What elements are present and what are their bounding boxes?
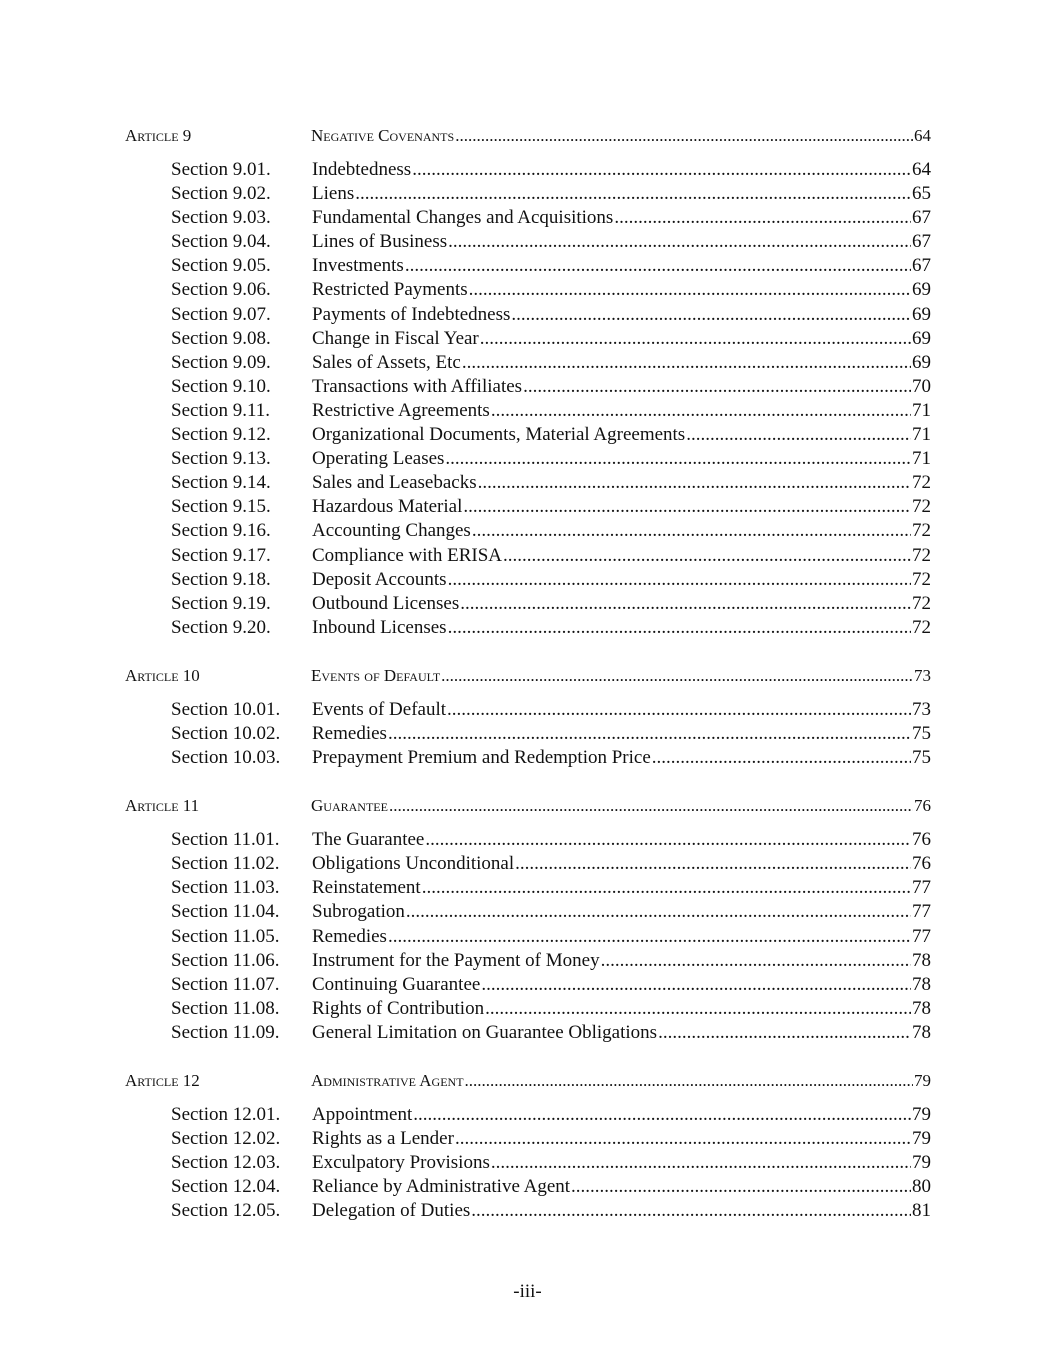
dot-leader	[413, 1103, 911, 1127]
dot-leader	[445, 447, 911, 471]
article-block	[125, 124, 931, 640]
section-page-number: 69	[912, 327, 931, 349]
section-number: Section 11.06.	[171, 949, 280, 971]
section-row	[125, 519, 931, 543]
section-title: Instrument for the Payment of Money	[312, 949, 600, 971]
section-row	[125, 206, 931, 230]
section-page-number: 71	[912, 448, 931, 470]
section-row	[125, 997, 931, 1021]
article-heading-row	[125, 1069, 931, 1093]
section-entry	[312, 828, 931, 852]
article-title: Guarantee	[311, 796, 388, 816]
dot-leader	[388, 925, 911, 949]
section-entry	[312, 447, 931, 471]
section-number: Section 9.19.	[171, 592, 271, 614]
section-number: Section 11.04.	[171, 901, 280, 923]
section-title: Remedies	[312, 722, 387, 744]
section-title: Investments	[312, 255, 404, 277]
article-block	[125, 664, 931, 770]
section-row	[125, 399, 931, 423]
dot-leader	[652, 746, 911, 770]
section-title: Fundamental Changes and Acquisitions	[312, 207, 614, 229]
section-page-number: 78	[912, 997, 931, 1019]
section-number: Section 12.05.	[171, 1200, 281, 1222]
section-row	[125, 495, 931, 519]
section-row	[125, 876, 931, 900]
dot-leader	[448, 616, 911, 640]
section-title: Rights of Contribution	[312, 997, 485, 1019]
section-number: Section 12.04.	[171, 1176, 281, 1198]
dot-leader	[455, 124, 913, 148]
section-row	[125, 544, 931, 568]
section-row	[125, 447, 931, 471]
dot-leader	[412, 158, 911, 182]
section-entry	[312, 1021, 931, 1045]
section-number: Section 9.07.	[171, 303, 271, 325]
section-row	[125, 375, 931, 399]
section-row	[125, 852, 931, 876]
dot-leader	[472, 519, 911, 543]
section-number: Section 12.03.	[171, 1152, 281, 1174]
section-number: Section 9.09.	[171, 351, 271, 373]
article-page-number: 79	[914, 1071, 931, 1090]
section-number: Section 9.13.	[171, 448, 271, 470]
section-page-number: 80	[912, 1176, 931, 1198]
dot-leader	[686, 423, 911, 447]
section-number: Section 11.01.	[171, 829, 280, 851]
dot-leader	[614, 206, 911, 230]
section-number: Section 9.01.	[171, 159, 271, 180]
dot-leader	[480, 327, 911, 351]
dot-leader	[503, 544, 911, 568]
section-entry	[312, 182, 931, 206]
section-entry	[312, 1175, 931, 1199]
section-title: Inbound Licenses	[312, 616, 447, 638]
section-title: Delegation of Duties	[312, 1200, 471, 1222]
section-title: Subrogation	[312, 901, 405, 923]
section-title: Change in Fiscal Year	[312, 327, 479, 349]
section-title: General Limitation on Guarantee Obligations	[312, 1021, 658, 1043]
section-page-number: 78	[912, 1021, 931, 1043]
section-row	[125, 828, 931, 852]
section-entry	[312, 327, 931, 351]
section-number: Section 11.07.	[171, 973, 280, 995]
section-title: Reinstatement	[312, 877, 421, 899]
section-row	[125, 1021, 931, 1045]
section-entry	[312, 876, 931, 900]
section-title: Outbound Licenses	[312, 592, 460, 614]
dot-leader	[455, 1127, 911, 1151]
article-block	[125, 794, 931, 1045]
article-heading-row	[125, 794, 931, 818]
table-of-contents	[125, 124, 931, 1247]
section-page-number: 79	[912, 1128, 931, 1150]
section-entry	[312, 997, 931, 1021]
dot-leader	[422, 876, 911, 900]
dot-leader	[448, 568, 911, 592]
dot-leader	[523, 375, 911, 399]
section-page-number: 65	[912, 183, 931, 205]
section-title: Exculpatory Provisions	[312, 1152, 490, 1174]
section-page-number: 77	[912, 925, 931, 947]
section-entry	[312, 254, 931, 278]
section-number: Section 9.03.	[171, 207, 271, 229]
section-page-number: 72	[912, 568, 931, 590]
dot-leader	[462, 351, 911, 375]
section-row	[125, 973, 931, 997]
section-row	[125, 351, 931, 375]
section-entry	[312, 351, 931, 375]
dot-leader	[511, 303, 911, 327]
section-number: Section 10.02.	[171, 722, 281, 744]
section-page-number: 69	[912, 351, 931, 373]
section-title: Continuing Guarantee	[312, 973, 481, 995]
section-title: Compliance with ERISA	[312, 544, 502, 566]
section-entry	[312, 375, 931, 399]
section-page-number: 64	[912, 159, 931, 180]
section-page-number: 70	[912, 375, 931, 397]
section-page-number: 79	[912, 1152, 931, 1174]
section-row	[125, 230, 931, 254]
dot-leader	[425, 828, 911, 852]
article-block	[125, 1069, 931, 1223]
dot-leader	[355, 182, 911, 206]
section-row	[125, 158, 931, 182]
page-number-footer: -iii-	[513, 1281, 542, 1302]
section-number: Section 9.17.	[171, 544, 271, 566]
section-entry	[312, 423, 931, 447]
section-row	[125, 925, 931, 949]
section-title: Prepayment Premium and Redemption Price	[312, 747, 651, 769]
section-row	[125, 1103, 931, 1127]
section-page-number: 75	[912, 747, 931, 769]
section-title: Payments of Indebtedness	[312, 303, 511, 325]
section-entry	[312, 746, 931, 770]
section-row	[125, 900, 931, 924]
dot-leader	[481, 973, 911, 997]
section-title: Remedies	[312, 925, 387, 947]
dot-leader	[471, 1199, 911, 1223]
section-page-number: 71	[912, 399, 931, 421]
section-page-number: 67	[912, 207, 931, 229]
section-entry	[312, 544, 931, 568]
section-row	[125, 278, 931, 302]
dot-leader	[469, 278, 911, 302]
article-title: Administrative Agent	[311, 1071, 464, 1090]
section-title: Sales of Assets, Etc	[312, 351, 461, 373]
section-number: Section 11.09.	[171, 1021, 280, 1043]
section-title: Operating Leases	[312, 448, 445, 470]
section-page-number: 69	[912, 303, 931, 325]
article-number: Article 11	[125, 796, 200, 816]
section-number: Section 11.03.	[171, 877, 280, 899]
dot-leader	[389, 794, 913, 818]
section-number: Section 9.18.	[171, 568, 271, 590]
dot-leader	[406, 900, 911, 924]
article-title: Events of Default	[311, 665, 441, 685]
section-entry	[312, 698, 931, 722]
article-number: Article 10	[125, 665, 200, 685]
dot-leader	[478, 471, 911, 495]
section-title: Rights as a Lender	[312, 1128, 454, 1150]
section-page-number: 72	[912, 616, 931, 638]
section-row	[125, 1199, 931, 1223]
article-entry	[311, 1069, 931, 1093]
section-title: The Guarantee	[312, 829, 425, 851]
section-title: Restrictive Agreements	[312, 399, 490, 421]
section-number: Section 10.03.	[171, 747, 281, 769]
section-title: Obligations Unconditional	[312, 853, 515, 875]
section-row	[125, 327, 931, 351]
section-title: Hazardous Material	[312, 496, 463, 518]
section-entry	[312, 949, 931, 973]
section-number: Section 9.15.	[171, 496, 271, 518]
section-number: Section 9.08.	[171, 327, 271, 349]
dot-leader	[447, 698, 911, 722]
section-number: Section 11.05.	[171, 925, 280, 947]
dot-leader	[388, 722, 911, 746]
section-number: Section 9.14.	[171, 472, 271, 494]
dot-leader	[485, 997, 911, 1021]
section-title: Transactions with Affiliates	[312, 375, 523, 397]
section-page-number: 69	[912, 279, 931, 301]
article-page-number: 73	[914, 665, 931, 685]
section-entry	[312, 519, 931, 543]
section-page-number: 77	[912, 901, 931, 923]
section-entry	[312, 568, 931, 592]
section-entry	[312, 592, 931, 616]
section-entry	[312, 206, 931, 230]
section-title: Reliance by Administrative Agent	[312, 1176, 571, 1198]
dot-leader	[448, 230, 911, 254]
section-page-number: 67	[912, 231, 931, 253]
section-page-number: 78	[912, 949, 931, 971]
article-heading-row	[125, 124, 931, 148]
section-title: Restricted Payments	[312, 279, 468, 301]
article-page-number: 76	[914, 796, 931, 816]
section-page-number: 79	[912, 1104, 931, 1125]
section-page-number: 67	[912, 255, 931, 277]
section-number: Section 9.11.	[171, 399, 271, 421]
section-number: Section 9.06.	[171, 279, 271, 301]
article-entry	[311, 794, 931, 818]
section-row	[125, 471, 931, 495]
section-page-number: 73	[912, 698, 931, 720]
section-number: Section 12.02.	[171, 1128, 281, 1150]
section-title: Appointment	[312, 1104, 413, 1125]
section-row	[125, 1151, 931, 1175]
section-entry	[312, 900, 931, 924]
section-number: Section 9.16.	[171, 520, 271, 542]
section-entry	[312, 973, 931, 997]
dot-leader	[491, 1151, 911, 1175]
section-row	[125, 616, 931, 640]
article-entry	[311, 664, 931, 688]
dot-leader	[601, 949, 911, 973]
section-entry	[312, 278, 931, 302]
section-row	[125, 746, 931, 770]
section-page-number: 71	[912, 424, 931, 446]
section-number: Section 9.10.	[171, 375, 271, 397]
section-row	[125, 182, 931, 206]
section-page-number: 72	[912, 472, 931, 494]
section-row	[125, 722, 931, 746]
section-number: Section 9.02.	[171, 183, 271, 205]
dot-leader	[441, 664, 913, 688]
section-title: Events of Default	[312, 698, 447, 720]
section-number: Section 10.01.	[171, 698, 281, 720]
section-entry	[312, 399, 931, 423]
article-heading-row	[125, 664, 931, 688]
section-title: Sales and Leasebacks	[312, 472, 477, 494]
section-title: Indebtedness	[312, 159, 412, 180]
dot-leader	[405, 254, 911, 278]
section-page-number: 76	[912, 853, 931, 875]
article-number: Article 12	[125, 1071, 200, 1090]
section-page-number: 77	[912, 877, 931, 899]
dot-leader	[465, 1069, 913, 1093]
section-page-number: 78	[912, 973, 931, 995]
section-row	[125, 254, 931, 278]
section-page-number: 72	[912, 544, 931, 566]
section-entry	[312, 1103, 931, 1127]
section-row	[125, 568, 931, 592]
section-page-number: 72	[912, 496, 931, 518]
section-number: Section 9.05.	[171, 255, 271, 277]
section-number: Section 9.20.	[171, 616, 271, 638]
section-page-number: 75	[912, 722, 931, 744]
section-entry	[312, 230, 931, 254]
dot-leader	[658, 1021, 911, 1045]
section-page-number: 76	[912, 829, 931, 851]
section-entry	[312, 1151, 931, 1175]
section-row	[125, 698, 931, 722]
section-row	[125, 592, 931, 616]
section-number: Section 11.08.	[171, 997, 280, 1019]
dot-leader	[460, 592, 911, 616]
section-title: Organizational Documents, Material Agreements	[312, 424, 686, 446]
section-page-number: 72	[912, 520, 931, 542]
section-entry	[312, 616, 931, 640]
section-entry	[312, 158, 931, 182]
section-row	[125, 1127, 931, 1151]
section-page-number: 81	[912, 1200, 931, 1222]
section-title: Liens	[312, 183, 355, 205]
section-number: Section 11.02.	[171, 853, 280, 875]
dot-leader	[491, 399, 911, 423]
section-number: Section 9.04.	[171, 231, 271, 253]
dot-leader	[515, 852, 911, 876]
dot-leader	[463, 495, 911, 519]
section-row	[125, 1175, 931, 1199]
section-entry	[312, 925, 931, 949]
section-row	[125, 303, 931, 327]
section-number: Section 12.01.	[171, 1104, 281, 1125]
section-number: Section 9.12.	[171, 424, 271, 446]
section-entry	[312, 722, 931, 746]
article-entry	[311, 124, 931, 148]
article-page-number: 64	[914, 126, 931, 145]
section-page-number: 72	[912, 592, 931, 614]
section-title: Accounting Changes	[312, 520, 471, 542]
dot-leader	[571, 1175, 911, 1199]
section-entry	[312, 495, 931, 519]
section-title: Lines of Business	[312, 231, 448, 253]
section-entry	[312, 303, 931, 327]
section-entry	[312, 471, 931, 495]
section-row	[125, 949, 931, 973]
section-entry	[312, 1127, 931, 1151]
section-entry	[312, 1199, 931, 1223]
section-title: Deposit Accounts	[312, 568, 447, 590]
article-title: Negative Covenants	[311, 126, 455, 145]
section-row	[125, 423, 931, 447]
article-number: Article 9	[125, 126, 192, 145]
section-entry	[312, 852, 931, 876]
